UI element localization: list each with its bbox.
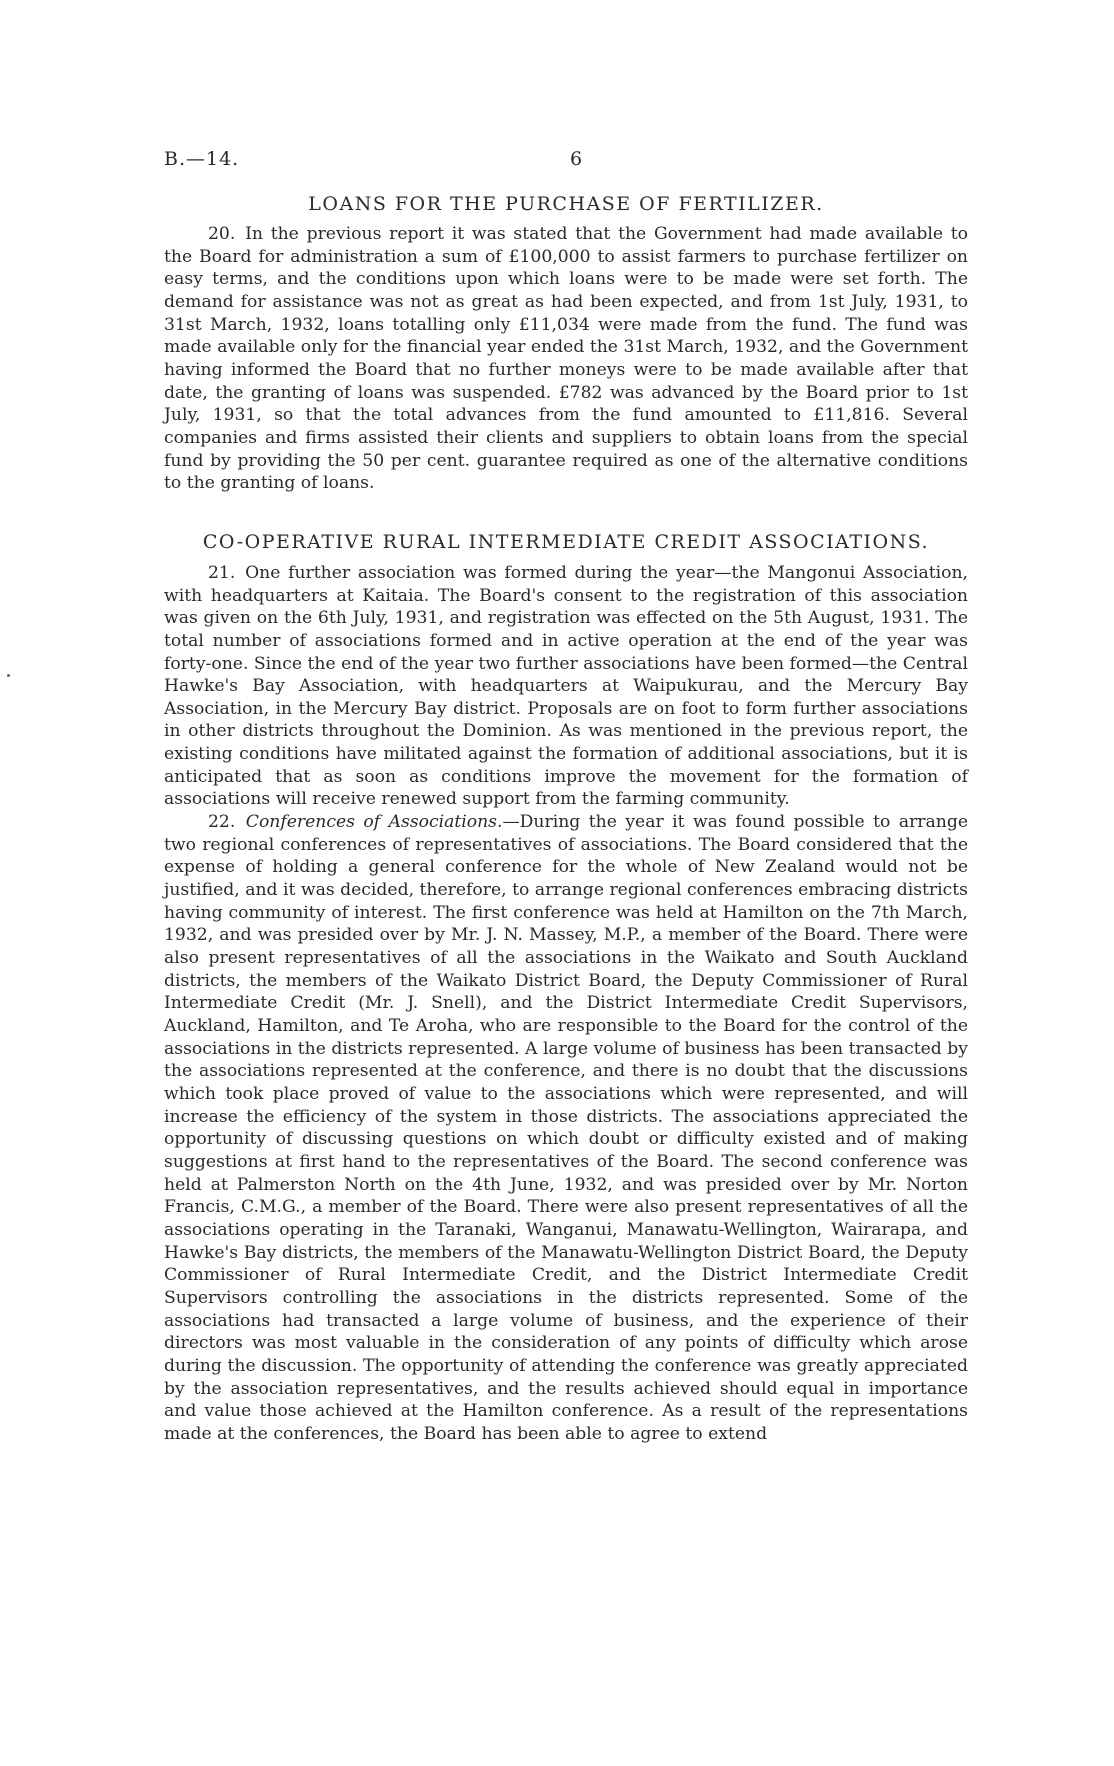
page-number: 6: [570, 148, 584, 170]
paragraph-number: 20.: [208, 224, 236, 244]
paragraph-20: [164, 223, 968, 495]
document-page: [164, 148, 968, 1445]
paragraph-text: —During the year it was found possible to arrange two regional conferences of representatives of associations. The Board considered that the expense of holding a general conference for the whole of New Zealand would not be justified, and it was decided, therefore, to arrange regional conferences embracing districts having community of interest. The first conference was held at Hamilton on the 7th March, 1932, and was presided over by Mr. J. N. Massey, M.P., a member of the Board. There were also present representatives of all the associations in the Waikato and South Auckland districts, the members of the Waikato District Board, the Deputy Commissioner of Rural Intermediate Credit (Mr. J. Snell), and the District Intermediate Credit Supervisors, Auckland, Hamilton, and Te Aroha, who are responsible to the Board for the control of the associations in the districts represented. A large volume of business has been transacted by the associations represented at the conference, and there is no doubt that the discussions which took place proved of value to the associations which were represented, and will increase the efficiency of the system in those districts. The associations appreciated the opportunity of discussing questions on which doubt or difficulty existed and of making suggestions at first hand to the representatives of the Board. The second conference was held at Palmerston North on the 4th June, 1932, and was presided over by Mr. Norton Francis, C.M.G., a member of the Board. There were also present representatives of all the associations operating in the Taranaki, Wanganui, Manawatu-Wellington, Wairarapa, and Hawke's Bay districts, the members of the Manawatu-Wellington District Board, the Deputy Commissioner of Rural Intermediate Credit, and the District Intermediate Credit Supervisors controlling the associations in the districts represented. Some of the associations had transacted a large volume of business, and the experience of their directors was most valuable in the consideration of any points of difficulty which arose during the discussion. The opportunity of attending the conference was greatly appreciated by the association representatives, and the results achieved should equal in importance and value those achieved at the Hamilton conference. As a result of the representations made at the conferences, the Board has been able to agree to extend: [164, 812, 969, 1444]
paragraph-text: One further association was formed during the year—the Mangonui Association, with headquarters at Kaitaia. The Board's consent to the registration of this association was given on the 6th July, 1931, and registration was effected on the 5th August, 1931. The total number of associations formed and in active operation at the end of the year was forty-one. Since the end of the year two further associations have been formed—the Central Hawke's Bay Association, with headquarters at Waipukurau, and the Mercury Bay Association, in the Mercury Bay district. Proposals are on foot to form further associations in other districts throughout the Dominion. As was mentioned in the previous report, the existing conditions have militated against the formation of additional associations, but it is anticipated that as soon as conditions improve the movement for the formation of associations will receive renewed support from the farming community.: [164, 562, 968, 810]
page-header: [164, 148, 968, 174]
paragraph-22: [164, 811, 968, 1445]
paragraph-text: In the previous report it was stated that the Government had made available to the Board for administration a sum of £100,000 to assist farmers to purchase fertilizer on easy terms, and the conditions upon which loans were to be made were set forth. The demand for assistance was not as great as had been expected, and from 1st July, 1931, to 31st March, 1932, loans totalling only £11,034 were made from the fund. The fund was made available only for the financial year ended the 31st March, 1932, and the Government having informed the Board that no further moneys were to be made available after that date, the granting of loans was suspended. £782 was advanced by the Board prior to 1st July, 1931, so that the total advances from the fund amounted to £11,816. Several companies and firms assisted their clients and suppliers to obtain loans from the special fund by providing the 50 per cent. guarantee required as one of the alternative conditions to the granting of loans.: [164, 224, 969, 494]
document-reference: B.—14.: [164, 148, 240, 170]
section-heading-credit-associations: CO-OPERATIVE RURAL INTERMEDIATE CREDIT ASSOCIATIONS.: [202, 530, 930, 553]
paragraph-italic-heading: Conferences of Associations.: [245, 812, 503, 833]
section-heading-fertilizer-loans: LOANS FOR THE PURCHASE OF FERTILIZER.: [308, 193, 824, 215]
paragraph-number: 21.: [208, 562, 236, 583]
scan-speck: [7, 674, 10, 677]
paragraph-21: [164, 562, 968, 811]
paragraph-number: 22.: [208, 812, 236, 833]
